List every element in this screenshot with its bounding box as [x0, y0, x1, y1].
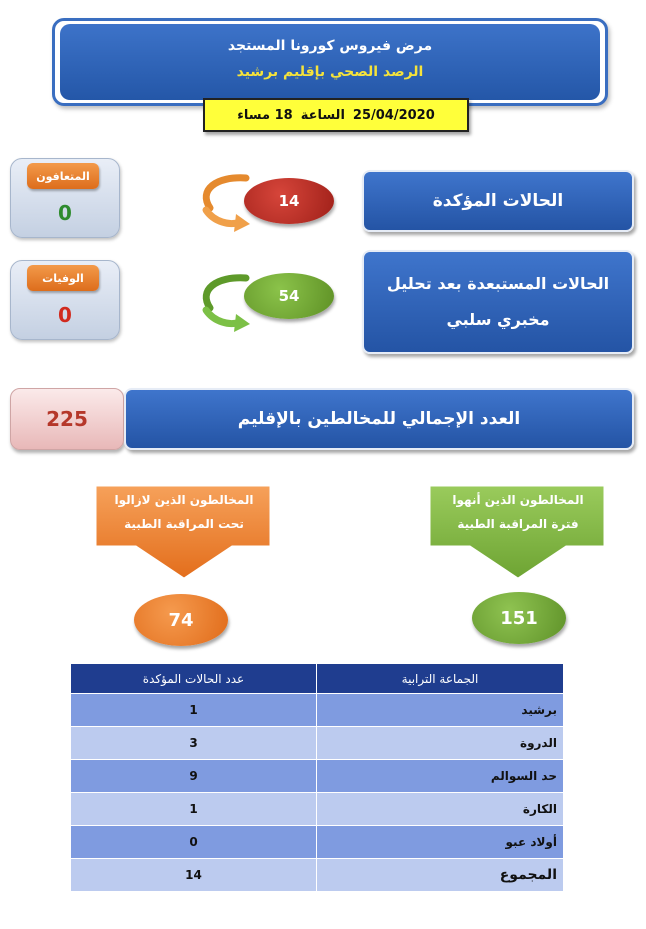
ongoing-value: 74	[168, 609, 194, 631]
district-name: الكارة	[317, 793, 564, 826]
district-name: حد السوالم	[317, 760, 564, 793]
finished-label	[430, 488, 606, 536]
header-district: الجماعة الترابية	[317, 664, 564, 694]
confirmed-label: الحالات المؤكدة	[432, 191, 564, 211]
ongoing-label	[96, 488, 272, 536]
ongoing-label-line2: تحت المراقبة الطبية	[124, 517, 244, 531]
contacts-total-label-box	[124, 388, 634, 450]
district-count: 1	[71, 694, 317, 727]
contacts-total-label: العدد الإجمالي للمخالطين بالإقليم	[237, 409, 521, 429]
excluded-label-line1: الحالات المستبعدة بعد تحليل	[386, 274, 610, 293]
timestamp-box	[203, 98, 469, 132]
finished-count-oval	[472, 592, 566, 644]
districts-table	[70, 663, 564, 892]
table-row	[71, 727, 564, 760]
finished-label-line2: فترة المراقبة الطبية	[457, 517, 579, 531]
table-row	[71, 760, 564, 793]
header-banner	[60, 24, 600, 100]
confirmed-count-oval	[244, 178, 334, 224]
table-row	[71, 694, 564, 727]
deaths-value: 0	[58, 303, 72, 327]
contacts-total-value: 225	[46, 407, 88, 431]
excluded-label-line2: مخبري سلبي	[446, 310, 550, 329]
table-header-row	[71, 664, 564, 694]
total-count: 14	[71, 859, 317, 892]
district-count: 3	[71, 727, 317, 760]
confirmed-value: 14	[278, 192, 300, 210]
district-name: أولاد عبو	[317, 826, 564, 859]
contacts-total-box	[10, 388, 124, 450]
table-total-row	[71, 859, 564, 892]
recovered-card	[10, 158, 120, 238]
excluded-value: 54	[278, 287, 300, 305]
district-count: 1	[71, 793, 317, 826]
total-label: المجموع	[317, 859, 564, 892]
header-confirmed-count: عدد الحالات المؤكدة	[71, 664, 317, 694]
table-row	[71, 826, 564, 859]
ongoing-count-oval	[134, 594, 228, 646]
recovered-value: 0	[58, 201, 72, 225]
deaths-card	[10, 260, 120, 340]
header-subtitle: الرصد الصحي بإقليم برشيد	[236, 64, 424, 80]
table-row	[71, 793, 564, 826]
excluded-box	[362, 250, 634, 354]
timestamp-time-label: الساعة	[300, 107, 345, 123]
district-count: 9	[71, 760, 317, 793]
excluded-count-oval	[244, 273, 334, 319]
header-title: مرض فيروس كورونا المستجد	[227, 38, 433, 54]
district-name: برشيد	[317, 694, 564, 727]
district-name: الدروة	[317, 727, 564, 760]
timestamp-date: 25/04/2020	[352, 107, 435, 123]
deaths-label: الوفيات	[27, 265, 99, 291]
confirmed-box	[362, 170, 634, 232]
finished-value: 151	[500, 607, 538, 629]
district-count: 0	[71, 826, 317, 859]
ongoing-label-line1: المخالطون الذين لازالوا	[114, 493, 254, 507]
recovered-label: المتعافون	[27, 163, 99, 189]
finished-label-line1: المخالطون الذين أنهوا	[452, 493, 584, 507]
timestamp-time: 18 مساء	[237, 107, 293, 123]
